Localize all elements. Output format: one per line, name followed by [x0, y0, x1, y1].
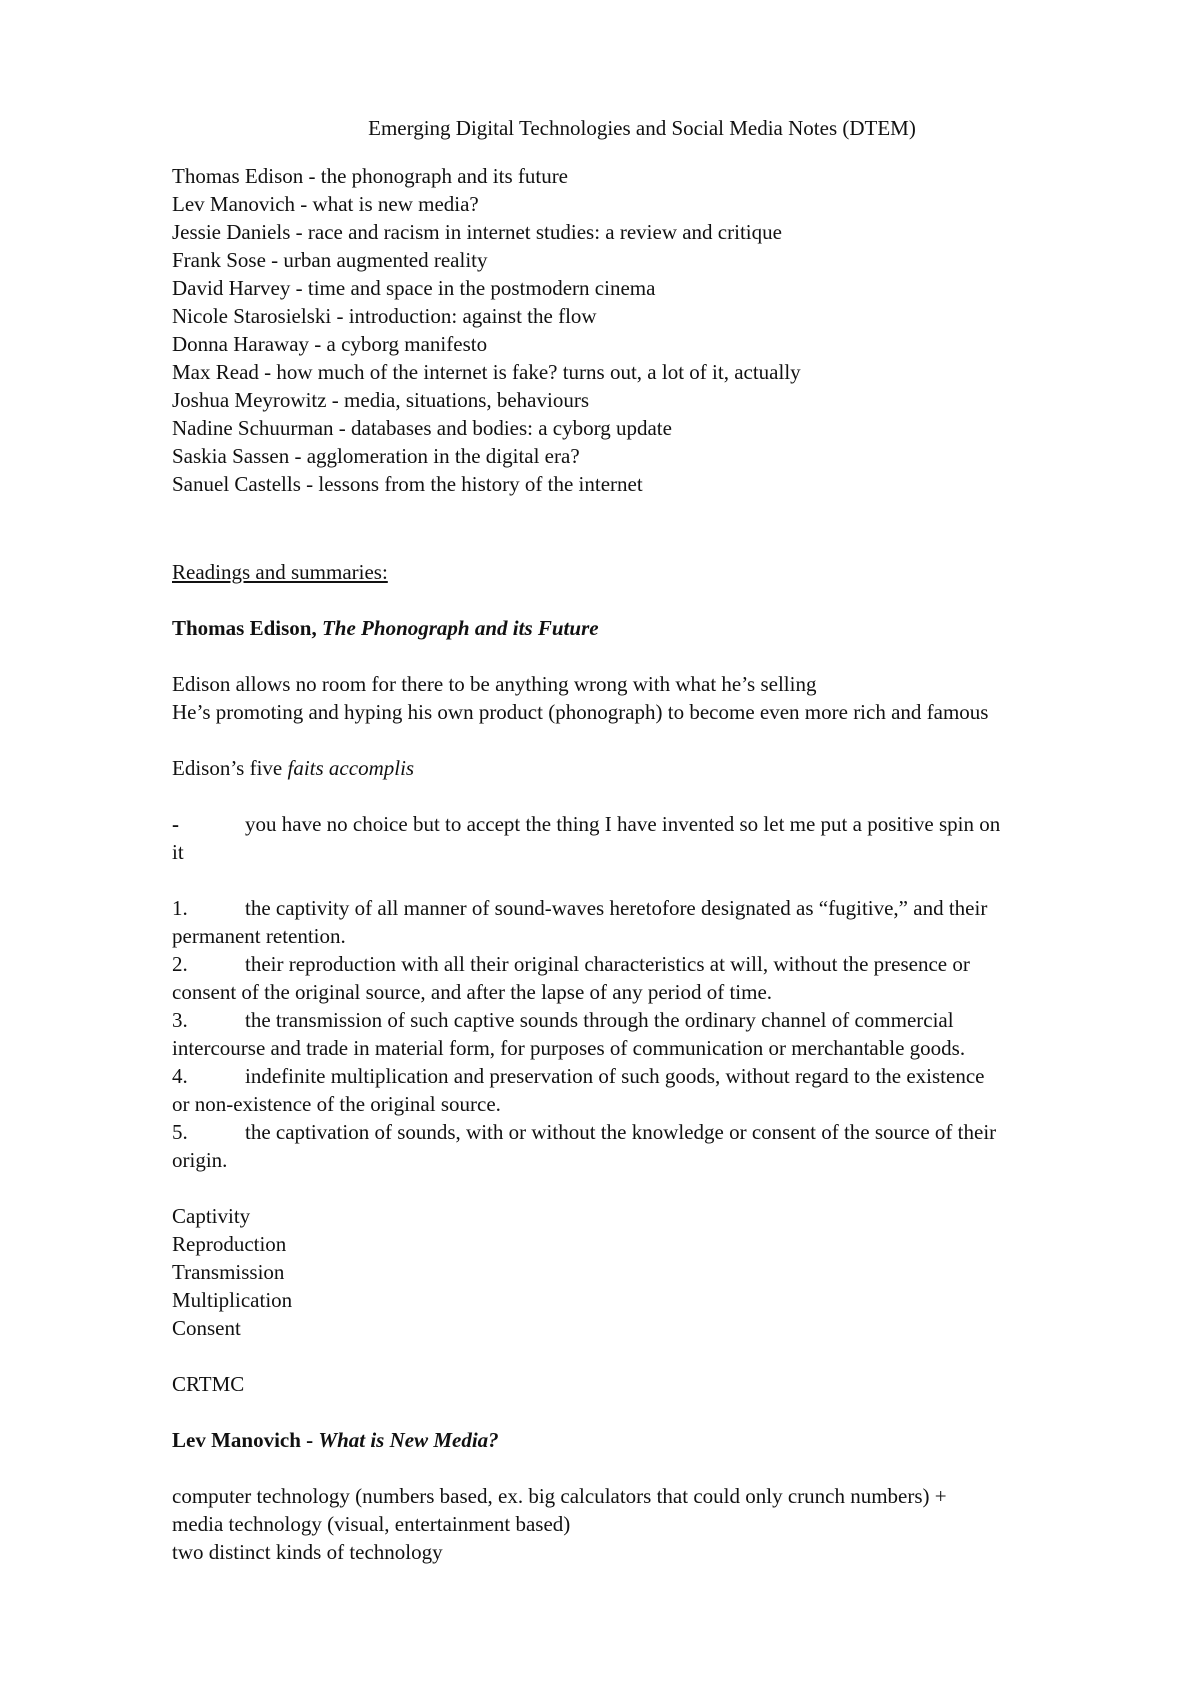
document-title: Emerging Digital Technologies and Social Media Notes (DTEM) — [368, 116, 916, 140]
reading-list-item: David Harvey - time and space in the postmodern cinema — [172, 276, 656, 300]
edison-paragraph: He’s promoting and hyping his own product (phonograph) to become even more rich and famous — [172, 700, 989, 724]
item-number: 1. — [172, 896, 188, 920]
reading-list-item: Nadine Schuurman - databases and bodies: a cyborg update — [172, 416, 672, 440]
edison-five-heading — [172, 754, 1132, 782]
manovich-author: Lev Manovich - — [172, 1428, 319, 1452]
item-text-continued: permanent retention. — [172, 924, 346, 948]
spacer — [172, 1174, 1132, 1202]
item-text: the captivation of sounds, with or without the knowledge or consent of the source of their — [245, 1120, 997, 1144]
edison-paragraph: Edison allows no room for there to be anything wrong with what he’s selling — [172, 672, 817, 696]
reading-list-item: Lev Manovich - what is new media? — [172, 192, 479, 216]
reading-list-item: Donna Haraway - a cyborg manifesto — [172, 332, 488, 356]
spacer — [172, 726, 1132, 754]
spacer — [172, 642, 1132, 670]
reading-list-item: Max Read - how much of the internet is fake? turns out, a lot of it, actually — [172, 360, 801, 384]
item-text: their reproduction with all their original characteristics at will, without the presence or — [245, 952, 970, 976]
acronym: CRTMC — [172, 1372, 245, 1396]
reading-list-item: Frank Sose - urban augmented reality — [172, 248, 488, 272]
keyword: Consent — [172, 1316, 241, 1340]
keyword: Transmission — [172, 1260, 285, 1284]
item-number: 2. — [172, 952, 188, 976]
item-text: the transmission of such captive sounds through the ordinary channel of commercial — [245, 1008, 954, 1032]
keyword: Multiplication — [172, 1288, 293, 1312]
reading-list-item: Nicole Starosielski - introduction: against the flow — [172, 304, 597, 328]
item-number: 4. — [172, 1064, 188, 1088]
item-number: 3. — [172, 1008, 188, 1032]
numbered-item — [172, 1118, 1132, 1174]
edison-author: Thomas Edison, — [172, 616, 322, 640]
keyword-list — [172, 1202, 1132, 1342]
dash-marker: - — [172, 812, 179, 836]
spacer — [172, 1398, 1132, 1426]
edison-five-prefix: Edison’s five — [172, 756, 288, 780]
reading-list-item: Saskia Sassen - agglomeration in the digital era? — [172, 444, 580, 468]
spacer — [172, 782, 1132, 810]
item-text-continued: intercourse and trade in material form, for purposes of communication or merchantable goods. — [172, 1036, 966, 1060]
manovich-line: two distinct kinds of technology — [172, 1540, 443, 1564]
item-number: 5. — [172, 1120, 188, 1144]
keyword: Captivity — [172, 1204, 251, 1228]
manovich-line: computer technology (numbers based, ex. big calculators that could only crunch numbers) + — [172, 1484, 947, 1508]
numbered-item — [172, 950, 1132, 1006]
item-text-continued: or non-existence of the original source. — [172, 1092, 501, 1116]
readings-heading: Readings and summaries: — [172, 560, 388, 584]
numbered-list — [172, 894, 1132, 1174]
reading-list-item: Jessie Daniels - race and racism in internet studies: a review and critique — [172, 220, 782, 244]
numbered-item — [172, 1062, 1132, 1118]
manovich-work-title: What is New Media? — [318, 1428, 499, 1452]
manovich-line: media technology (visual, entertainment based) — [172, 1512, 571, 1536]
spacer — [172, 586, 1132, 614]
spacer — [172, 1454, 1132, 1482]
spacer — [172, 866, 1132, 894]
reading-list-item: Thomas Edison - the phonograph and its future — [172, 164, 569, 188]
dash-text: you have no choice but to accept the thing I have invented so let me put a positive spin on — [245, 812, 1001, 836]
manovich-section-heading — [172, 1426, 1132, 1454]
spacer — [172, 1342, 1132, 1370]
edison-section-heading — [172, 614, 1132, 642]
spacer — [172, 498, 1132, 554]
item-text: indefinite multiplication and preservation of such goods, without regard to the existence — [245, 1064, 985, 1088]
keyword: Reproduction — [172, 1232, 287, 1256]
reading-list-item: Sanuel Castells - lessons from the history of the internet — [172, 472, 643, 496]
document-page — [172, 114, 1132, 1566]
dash-text-continued: it — [172, 840, 184, 864]
edison-five-italic: faits accomplis — [287, 756, 415, 780]
item-text-continued: origin. — [172, 1148, 228, 1172]
numbered-item — [172, 894, 1132, 950]
edison-work-title: The Phonograph and its Future — [321, 616, 599, 640]
item-text-continued: consent of the original source, and after the lapse of any period of time. — [172, 980, 773, 1004]
reading-list — [172, 162, 1132, 498]
dash-item — [172, 810, 1132, 866]
item-text: the captivity of all manner of sound-waves heretofore designated as “fugitive,” and their — [245, 896, 988, 920]
numbered-item — [172, 1006, 1132, 1062]
reading-list-item: Joshua Meyrowitz - media, situations, behaviours — [172, 388, 590, 412]
